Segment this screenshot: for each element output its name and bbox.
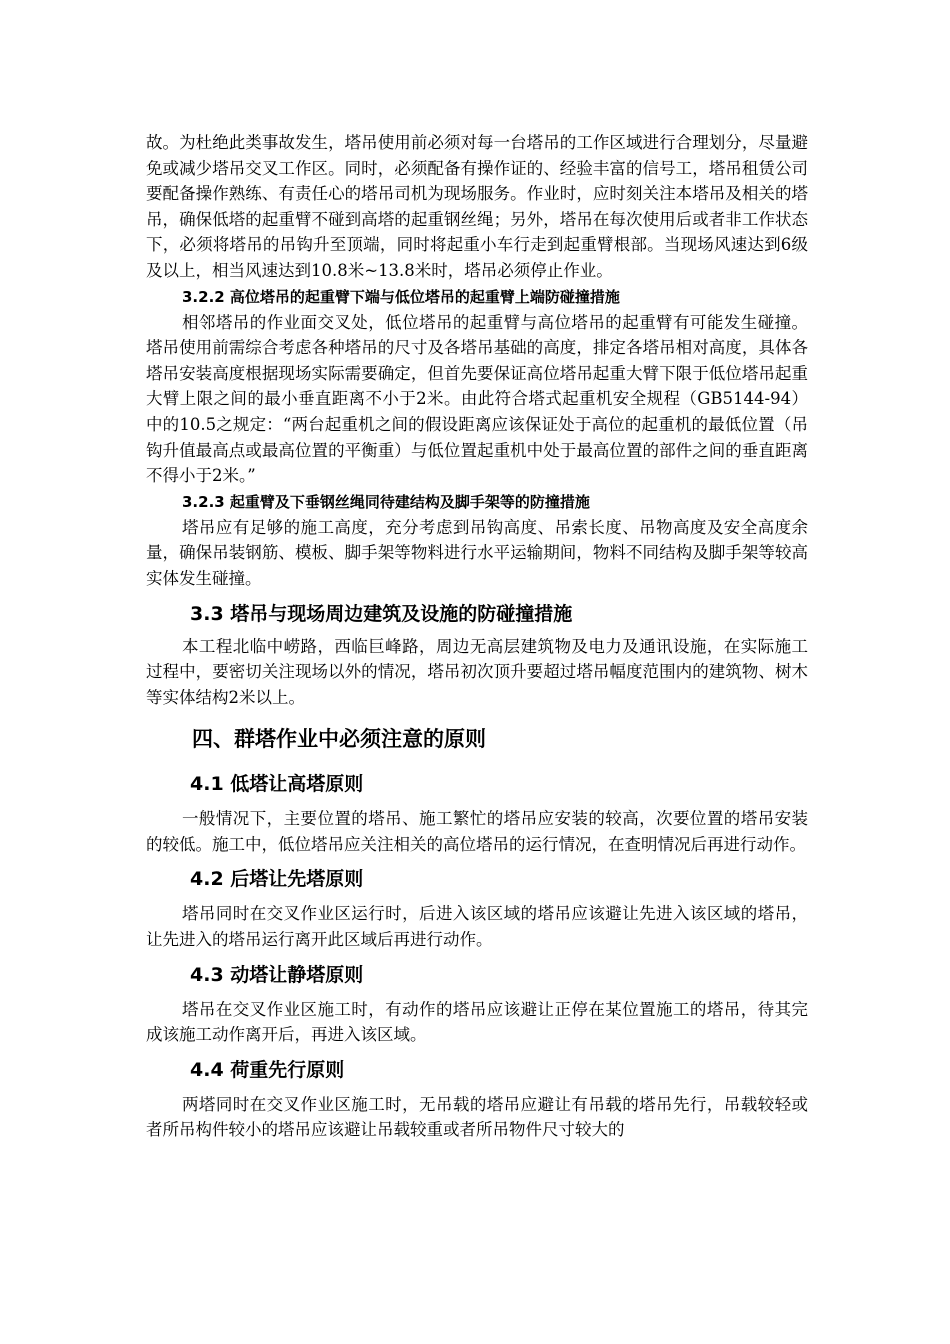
heading-4-2: 4.2 后塔让先塔原则 [190,868,364,891]
paragraph-4-3: 塔吊在交叉作业区施工时，有动作的塔吊应该避让正停在某位置施工的塔吊，待其完成该施工动作离开后，再进入该区域。 [146,999,808,1045]
heading-section-4: 四、群塔作业中必须注意的原则 [192,727,486,752]
heading-3-3: 3.3 塔吊与现场周边建筑及设施的防碰撞措施 [190,602,573,625]
paragraph-3-3: 本工程北临中崂路，西临巨峰路，周边无高层建筑物及电力及通讯设施，在实际施工过程中，要密切关注现场以外的情况，塔吊初次顶升要超过塔吊幅度范围内的建筑物、树木等实体结构2米以上。 [146,636,808,707]
document-page [146,124,808,1143]
heading-3-2-2: 3.2.2 高位塔吊的起重臂下端与低位塔吊的起重臂上端防碰撞措施 [182,287,620,306]
paragraph-4-2: 塔吊同时在交叉作业区运行时，后进入该区域的塔吊应该避让先进入该区域的塔吊，让先进入的塔吊运行离开此区域后再进行动作。 [146,904,808,950]
heading-4-3: 4.3 动塔让静塔原则 [190,963,364,986]
paragraph-3-2-3: 塔吊应有足够的施工高度，充分考虑到吊钩高度、吊索长度、吊物高度及安全高度余量，确保吊装钢筋、模板、脚手架等物料进行水平运输期间，物料不同结构及脚手架等较高实体发生碰撞。 [146,517,808,588]
paragraph-4-4: 两塔同时在交叉作业区施工时，无吊载的塔吊应避让有吊载的塔吊先行，吊载较轻或者所吊构件较小的塔吊应该避让吊载较重或者所吊物件尺寸较大的 [146,1094,808,1140]
heading-4-1: 4.1 低塔让高塔原则 [190,773,364,796]
paragraph-4-1: 一般情况下，主要位置的塔吊、施工繁忙的塔吊应安装的较高，次要位置的塔吊安装的较低。施工中，低位塔吊应关注相关的高位塔吊的运行情况，在查明情况后再进行动作。 [146,809,808,854]
paragraph-3-2-2: 相邻塔吊的作业面交叉处，低位塔吊的起重臂与高位塔吊的起重臂有可能发生碰撞。塔吊使用前需综合考虑各种塔吊的尺寸及各塔吊基础的高度，排定各塔吊相对高度，具体各塔吊安装高度根据现场实际需要确定，但首先要保证高位塔吊起重大臂下限于低位塔吊起重大臂上限之间的最小垂直距离不小于2米。由此符合塔式起重机安全规程（GB5144-94）中的10.5之规定：“两台起重机之间的假设距离应该保证处于高位的起重机的最低位置（吊钩升值最高点或最高位置的平衡重）与低位置起重机中处于最高位置的部件之间的垂直距离不得小于2米。” [146,312,808,486]
heading-3-2-3: 3.2.3 起重臂及下垂钢丝绳同待建结构及脚手架等的防撞措施 [182,492,590,511]
paragraph-intro: 故。为杜绝此类事故发生，塔吊使用前必须对每一台塔吊的工作区域进行合理划分，尽量避免或减少塔吊交叉工作区。同时，必须配备有操作证的、经验丰富的信号工，塔吊租赁公司要配备操作熟练、有责任心的塔吊司机为现场服务。作业时，应时刻关注本塔吊及相关的塔吊，确保低塔的起重臂不碰到高塔的起重钢丝绳；另外，塔吊在每次使用后或者非工作状态下，必须将塔吊的吊钩升至顶端，同时将起重小车行走到起重臂根部。当现场风速达到6级及以上，相当风速达到10.8米~13.8米时，塔吊必须停止作业。 [146,133,808,280]
heading-4-4: 4.4 荷重先行原则 [190,1058,345,1081]
